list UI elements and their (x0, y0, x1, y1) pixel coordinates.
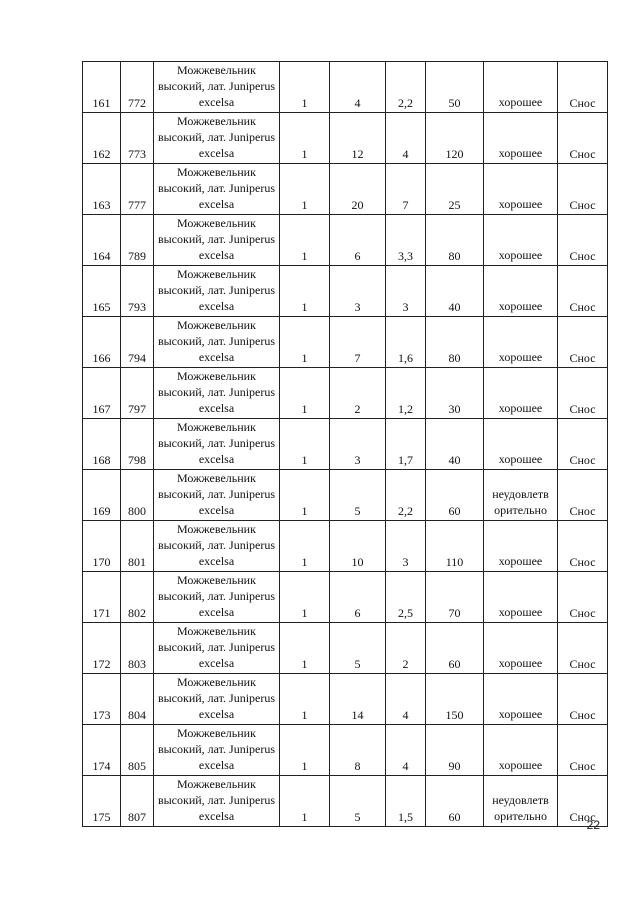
table-row (83, 521, 608, 572)
cell-row-number: 173 (83, 674, 121, 725)
cell-age: 40 (426, 419, 484, 470)
cell-count: 1 (280, 674, 330, 725)
cell-condition: хорошее (484, 164, 558, 215)
table-row (83, 215, 608, 266)
cell-action: Снос (558, 470, 608, 521)
cell-count: 1 (280, 725, 330, 776)
table-body (83, 62, 608, 827)
cell-action: Снос (558, 674, 608, 725)
cell-tree-id: 800 (121, 470, 154, 521)
cell-row-number: 174 (83, 725, 121, 776)
cell-row-number: 172 (83, 623, 121, 674)
table-row (83, 368, 608, 419)
cell-count: 1 (280, 572, 330, 623)
cell-action: Снос (558, 368, 608, 419)
cell-age: 70 (426, 572, 484, 623)
cell-tree-id: 797 (121, 368, 154, 419)
cell-height: 3 (386, 266, 426, 317)
cell-age: 50 (426, 62, 484, 113)
cell-count: 1 (280, 215, 330, 266)
cell-species: Можжевельник высокий, лат. Juniperus excelsa (154, 62, 280, 113)
cell-age: 60 (426, 623, 484, 674)
table-row (83, 62, 608, 113)
cell-condition: неудовлетв орительно (484, 470, 558, 521)
table-row (83, 623, 608, 674)
cell-height: 3,3 (386, 215, 426, 266)
cell-species: Можжевельник высокий, лат. Juniperus excelsa (154, 623, 280, 674)
cell-height: 1,5 (386, 776, 426, 827)
cell-diameter: 3 (330, 266, 386, 317)
cell-row-number: 166 (83, 317, 121, 368)
table-row (83, 113, 608, 164)
cell-height: 4 (386, 725, 426, 776)
cell-action: Снос (558, 521, 608, 572)
cell-species: Можжевельник высокий, лат. Juniperus excelsa (154, 521, 280, 572)
cell-condition: хорошее (484, 62, 558, 113)
cell-height: 4 (386, 674, 426, 725)
cell-diameter: 10 (330, 521, 386, 572)
cell-row-number: 163 (83, 164, 121, 215)
cell-count: 1 (280, 62, 330, 113)
cell-height: 2,2 (386, 470, 426, 521)
cell-condition: хорошее (484, 215, 558, 266)
cell-diameter: 14 (330, 674, 386, 725)
cell-action: Снос (558, 215, 608, 266)
cell-count: 1 (280, 419, 330, 470)
cell-tree-id: 773 (121, 113, 154, 164)
cell-action: Снос (558, 266, 608, 317)
cell-diameter: 20 (330, 164, 386, 215)
cell-height: 2,5 (386, 572, 426, 623)
cell-age: 80 (426, 317, 484, 368)
cell-height: 1,2 (386, 368, 426, 419)
cell-age: 90 (426, 725, 484, 776)
cell-row-number: 161 (83, 62, 121, 113)
cell-condition: хорошее (484, 368, 558, 419)
cell-row-number: 170 (83, 521, 121, 572)
cell-tree-id: 789 (121, 215, 154, 266)
cell-diameter: 2 (330, 368, 386, 419)
cell-action: Снос (558, 623, 608, 674)
cell-species: Можжевельник высокий, лат. Juniperus excelsa (154, 113, 280, 164)
cell-diameter: 6 (330, 215, 386, 266)
cell-tree-id: 793 (121, 266, 154, 317)
cell-tree-id: 803 (121, 623, 154, 674)
cell-diameter: 5 (330, 776, 386, 827)
cell-row-number: 175 (83, 776, 121, 827)
cell-count: 1 (280, 776, 330, 827)
cell-count: 1 (280, 164, 330, 215)
cell-diameter: 4 (330, 62, 386, 113)
cell-diameter: 12 (330, 113, 386, 164)
cell-action: Снос (558, 419, 608, 470)
cell-condition: хорошее (484, 623, 558, 674)
cell-count: 1 (280, 470, 330, 521)
cell-tree-id: 802 (121, 572, 154, 623)
cell-height: 7 (386, 164, 426, 215)
cell-species: Можжевельник высокий, лат. Juniperus excelsa (154, 317, 280, 368)
cell-count: 1 (280, 368, 330, 419)
cell-count: 1 (280, 623, 330, 674)
cell-age: 80 (426, 215, 484, 266)
cell-age: 60 (426, 470, 484, 521)
cell-diameter: 5 (330, 470, 386, 521)
table-row (83, 725, 608, 776)
cell-condition: хорошее (484, 572, 558, 623)
cell-row-number: 165 (83, 266, 121, 317)
page-number: 22 (586, 818, 600, 832)
cell-condition: хорошее (484, 317, 558, 368)
cell-height: 2 (386, 623, 426, 674)
cell-action: Снос (558, 62, 608, 113)
cell-diameter: 7 (330, 317, 386, 368)
cell-age: 30 (426, 368, 484, 419)
cell-tree-id: 804 (121, 674, 154, 725)
cell-height: 1,6 (386, 317, 426, 368)
cell-condition: хорошее (484, 674, 558, 725)
table-row (83, 164, 608, 215)
cell-count: 1 (280, 113, 330, 164)
cell-species: Можжевельник высокий, лат. Juniperus excelsa (154, 572, 280, 623)
cell-action: Снос (558, 572, 608, 623)
cell-species: Можжевельник высокий, лат. Juniperus excelsa (154, 470, 280, 521)
cell-height: 1,7 (386, 419, 426, 470)
cell-species: Можжевельник высокий, лат. Juniperus excelsa (154, 776, 280, 827)
table-row (83, 572, 608, 623)
cell-age: 40 (426, 266, 484, 317)
cell-count: 1 (280, 266, 330, 317)
cell-diameter: 3 (330, 419, 386, 470)
cell-species: Можжевельник высокий, лат. Juniperus excelsa (154, 419, 280, 470)
cell-row-number: 167 (83, 368, 121, 419)
cell-condition: хорошее (484, 725, 558, 776)
cell-action: Снос (558, 317, 608, 368)
cell-row-number: 164 (83, 215, 121, 266)
cell-condition: хорошее (484, 266, 558, 317)
cell-diameter: 5 (330, 623, 386, 674)
cell-action: Снос (558, 725, 608, 776)
table-row (83, 776, 608, 827)
cell-age: 110 (426, 521, 484, 572)
cell-age: 150 (426, 674, 484, 725)
cell-tree-id: 772 (121, 62, 154, 113)
cell-row-number: 169 (83, 470, 121, 521)
cell-count: 1 (280, 317, 330, 368)
cell-condition: неудовлетв орительно (484, 776, 558, 827)
table-row (83, 317, 608, 368)
cell-tree-id: 777 (121, 164, 154, 215)
cell-species: Можжевельник высокий, лат. Juniperus excelsa (154, 164, 280, 215)
cell-row-number: 168 (83, 419, 121, 470)
cell-height: 2,2 (386, 62, 426, 113)
cell-species: Можжевельник высокий, лат. Juniperus excelsa (154, 266, 280, 317)
cell-row-number: 162 (83, 113, 121, 164)
cell-row-number: 171 (83, 572, 121, 623)
cell-diameter: 6 (330, 572, 386, 623)
cell-age: 120 (426, 113, 484, 164)
cell-species: Можжевельник высокий, лат. Juniperus excelsa (154, 215, 280, 266)
tree-inventory-table (82, 61, 608, 827)
table-row (83, 266, 608, 317)
cell-tree-id: 807 (121, 776, 154, 827)
table-row (83, 470, 608, 521)
cell-species: Можжевельник высокий, лат. Juniperus excelsa (154, 368, 280, 419)
cell-tree-id: 794 (121, 317, 154, 368)
cell-count: 1 (280, 521, 330, 572)
cell-action: Снос (558, 164, 608, 215)
cell-diameter: 8 (330, 725, 386, 776)
cell-action: Снос (558, 113, 608, 164)
cell-age: 25 (426, 164, 484, 215)
cell-age: 60 (426, 776, 484, 827)
cell-tree-id: 805 (121, 725, 154, 776)
cell-height: 3 (386, 521, 426, 572)
cell-tree-id: 801 (121, 521, 154, 572)
cell-species: Можжевельник высокий, лат. Juniperus excelsa (154, 674, 280, 725)
cell-species: Можжевельник высокий, лат. Juniperus excelsa (154, 725, 280, 776)
cell-action: Снос (558, 776, 608, 827)
cell-height: 4 (386, 113, 426, 164)
table-row (83, 419, 608, 470)
cell-condition: хорошее (484, 419, 558, 470)
cell-condition: хорошее (484, 113, 558, 164)
cell-tree-id: 798 (121, 419, 154, 470)
table-row (83, 674, 608, 725)
cell-condition: хорошее (484, 521, 558, 572)
